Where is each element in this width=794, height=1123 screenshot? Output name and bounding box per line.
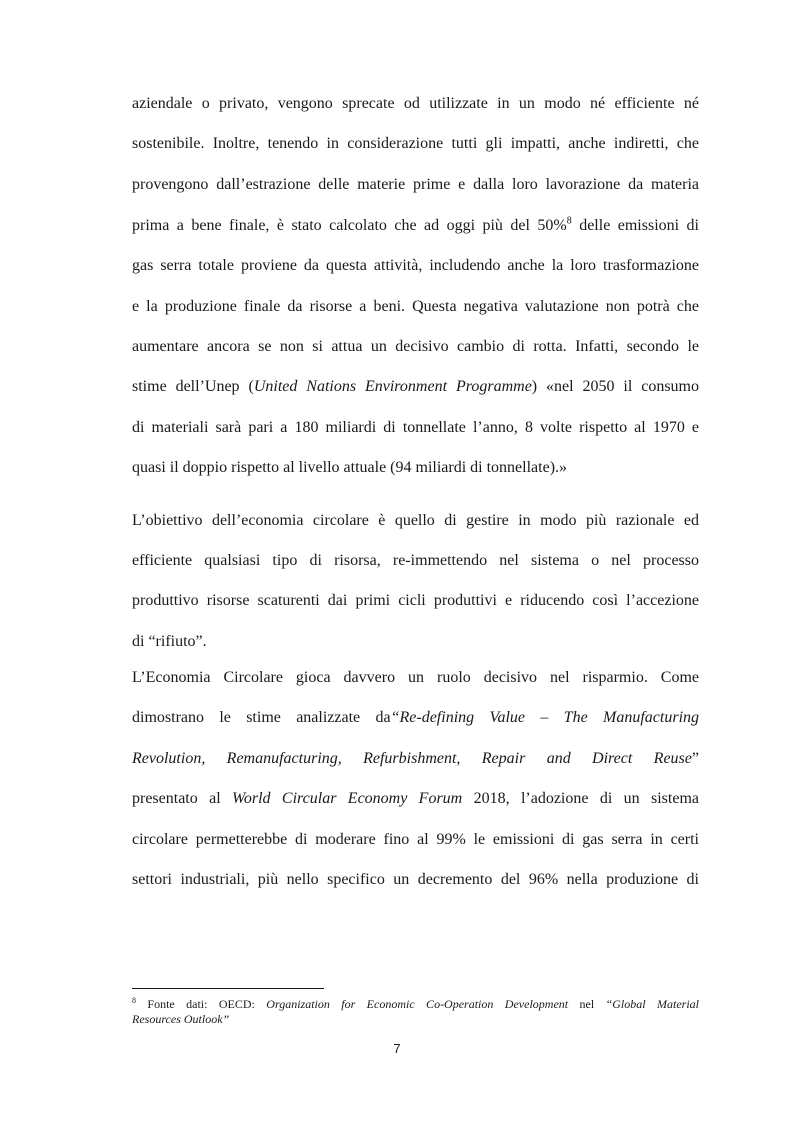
text-line: dimostrano le stime analizzate da“Re-defining Value – The Manufacturing <box>132 709 700 726</box>
text-line: provengono dall’estrazione delle materie prime e dalla loro lavorazione da materia <box>132 176 699 193</box>
page-number: 7 <box>393 1041 401 1056</box>
text-line: produttivo risorse scaturenti dai primi cicli produttivi e riducendo così l’accezione <box>132 592 699 609</box>
text-line: aumentare ancora se non si attua un decisivo cambio di rotta. Infatti, secondo le <box>132 338 699 355</box>
footnote-line: $^8$ Fonte dati: OECD: Organization for Economic Co-Operation Development nel “Global Material <box>132 996 700 1011</box>
text-line: di materiali sarà pari a 180 miliardi di tonnellate l’anno, 8 volte rispetto al 1970 e <box>132 419 699 436</box>
text-line: presentato al World Circular Economy Forum 2018, l’adozione di un sistema <box>132 790 699 807</box>
text-line: e la produzione finale da risorse a beni. Questa negativa valutazione non potrà che <box>132 298 699 315</box>
text-line: aziendale o privato, vengono sprecate od utilizzate in un modo né efficiente né <box>132 95 699 112</box>
text-line: circolare permetterebbe di moderare fino al 99% le emissioni di gas serra in certi <box>132 831 699 848</box>
text-line: gas serra totale proviene da questa attività, includendo anche la loro trasformazione <box>132 257 699 274</box>
text-line: quasi il doppio rispetto al livello attuale (94 miliardi di tonnellate).» <box>132 459 568 476</box>
footnote-ref[interactable]: 8 <box>566 215 572 227</box>
text-line: L’obiettivo dell’economia circolare è quello di gestire in modo più razionale ed <box>132 512 699 529</box>
text-line: prima a bene finale, è stato calcolato che ad oggi più del 50%$^8$ delle emissioni di <box>132 215 699 234</box>
text-line: Revolution, Remanufacturing, Refurbishment, Repair and Direct Reuse” <box>132 750 699 767</box>
text-line: di “rifiuto”. <box>132 633 207 650</box>
text-line: efficiente qualsiasi tipo di risorsa, re-immettendo nel sistema o nel processo <box>132 552 699 569</box>
text-line: stime dell’Unep (United Nations Environment Programme) «nel 2050 il consumo <box>132 378 700 395</box>
text-line: sostenibile. Inoltre, tenendo in considerazione tutti gli impatti, anche indiretti, che <box>132 135 699 152</box>
text-line: settori industriali, più nello specifico un decremento del 96% nella produzione di <box>132 871 699 888</box>
footnote-line: Resources Outlook” <box>132 1012 230 1026</box>
footnote-separator <box>132 988 324 989</box>
text-line: L’Economia Circolare gioca davvero un ruolo decisivo nel risparmio. Come <box>132 669 699 686</box>
